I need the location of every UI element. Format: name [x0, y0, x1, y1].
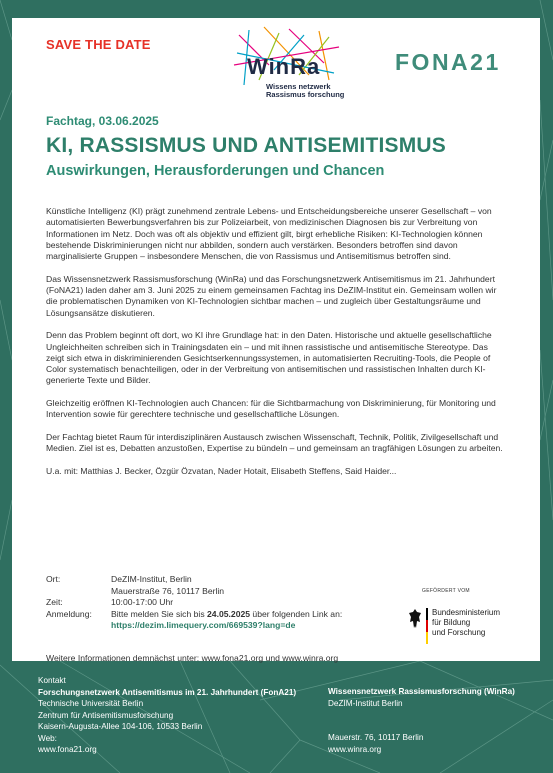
paragraph: Denn das Problem beginnt oft dort, wo KI ihre Grundlage hat: in den Daten. Historische und aktuelle gesellschaftliche Ungleichheiten schreiben sich in Trainingsdaten ein – und mit ihnen rassistische und antisemitische Stereotype. Das zeigt sich etwa in diskriminierenden Gesichtserkennungssystemen, in automatisierten Recruiting-Tools, die People of Color systematisch benachteiligen, oder in der Verbreitung von antisemitischen und rassistischen Inhalten durch KI-generierte Texte und Bilder.: [46, 330, 492, 386]
address-row: Mauerstraße 76, 10117 Berlin: [111, 585, 225, 596]
federal-eagle-icon: [408, 608, 422, 630]
more-info-line: Weitere Informationen demnächst unter: www.fona21.org und www.winra.org: [46, 653, 339, 663]
fona-web-link[interactable]: www.fona21.org: [38, 745, 97, 754]
paragraph: Gleichzeitig eröffnen KI-Technologien auch Chancen: für die Sichtbarmachung von Diskriminierung, für Monitoring und Intervention sowie für gerechtere technische und gesellschaftliche Lösungen.: [46, 398, 496, 420]
bmbf-name: Bundesministerium für Bildung und Forschung: [432, 608, 501, 637]
winra-web-link[interactable]: www.winra.org: [328, 744, 382, 754]
save-the-date-label: SAVE THE DATE: [46, 37, 151, 52]
winra-tagline: Wissens netzwerk Rassismus forschung: [266, 82, 345, 99]
registration-row: Anmeldung: Bitte melden Sie sich bis 24.05.2025 über folgenden Link an:: [46, 608, 343, 619]
time-row: Zeit: 10:00-17:00 Uhr: [46, 597, 174, 608]
contact-heading: Kontakt: [38, 676, 66, 685]
funded-by-label: GEFÖRDERT VOM: [422, 588, 470, 594]
fona21-logo: FONA21: [395, 49, 501, 75]
paragraph: Der Fachtag bietet Raum für interdisziplinären Austausch zwischen Wissenschaft, Technik, Politik, Zivilgesellschaft und Medien. Ziel ist es, Debatten anzustoßen, Expertise zu bündeln – und gemeinsam an tragfähigen Lösungen zu arbeiten.: [46, 431, 503, 454]
footer-contact-winra: Wissensnetzwerk Rassismusforschung (WinRa) DeZIM-Institut Berlin Mauerstr. 76, 10117 Berlin www.winra.org: [328, 687, 515, 754]
speakers: U.a. mit: Matthias J. Becker, Özgür Özvatan, Nader Hotait, Elisabeth Steffens, Said Haider...: [46, 465, 397, 476]
paragraph: Das Wissensnetzwerk Rassismusforschung (WinRa) und das Forschungsnetzwerk Antisemitismus im 21. Jahrhundert (FoNA21) laden daher am 3. Juni 2025 zu einem gemeinsamen Fachtag ins DeZIM-Institut ein. Gemeinsam wollen wir die problematischen Dynamiken von KI-Technologien sichtbar machen – und zugleich über Gestaltungsräume und Lösungsansätze diskutieren.: [46, 273, 497, 318]
bmbf-logo: [408, 608, 518, 644]
winra-network-name: Wissensnetzwerk Rassismusforschung (WinRa): [328, 687, 515, 696]
fona-network-name: Forschungsnetzwerk Antisemitismus im 21. Jahrhundert (FonA21): [38, 687, 297, 697]
german-flag-stripe: [426, 608, 428, 644]
winra-logo: [229, 25, 349, 105]
registration-link[interactable]: https://dezim.limequery.com/669539?lang=de: [111, 620, 296, 631]
paragraph: Künstliche Intelligenz (KI) prägt zunehmend zentrale Lebens- und Entscheidungsbereiche unserer Gesellschaft – von automatisierten Bewerbungsverfahren bis zur Polizeiarbeit, von medizinischen Diagnosen bis zur Verbreitung von Informationen im Netz. Doch was oft als objektiv und effizient gilt, birgt erhebliche Risiken: KI-Technologien können bestehende Diskriminierungen nicht nur abbilden, sondern auch verstärken. Besonders betroffen sind davon marginalisierte Gruppen – insbesondere Menschen, die von Rassismus und Antisemitismus betroffen sind.: [46, 206, 492, 262]
registration-link-row: [46, 620, 396, 632]
event-title: KI, RASSISMUS UND ANTISEMITISMUS: [46, 134, 446, 157]
registration-deadline: 24.05.2025: [207, 608, 251, 619]
winra-wordmark: WinRa: [247, 54, 321, 79]
event-card: [12, 18, 540, 661]
fona-web-row: Web: www.fona21.org: [38, 733, 296, 756]
event-info: [46, 574, 396, 632]
footer-contact-fona: Kontakt Forschungsnetzwerk Antisemitismus im 21. Jahrhundert (FonA21) Technische Universität Berlin Zentrum für Antisemitismusforschung Kaisern-Augusta-Allee 104-106, 10533 Berlin Web: www.fona21.org: [38, 676, 297, 754]
event-date: Fachtag, 03.06.2025: [46, 114, 159, 128]
location-row: Ort: DeZIM-Institut, Berlin: [46, 574, 192, 584]
event-description: [46, 206, 508, 488]
event-subtitle: Auswirkungen, Herausforderungen und Chancen: [46, 163, 385, 179]
funding-notice: [408, 588, 518, 644]
